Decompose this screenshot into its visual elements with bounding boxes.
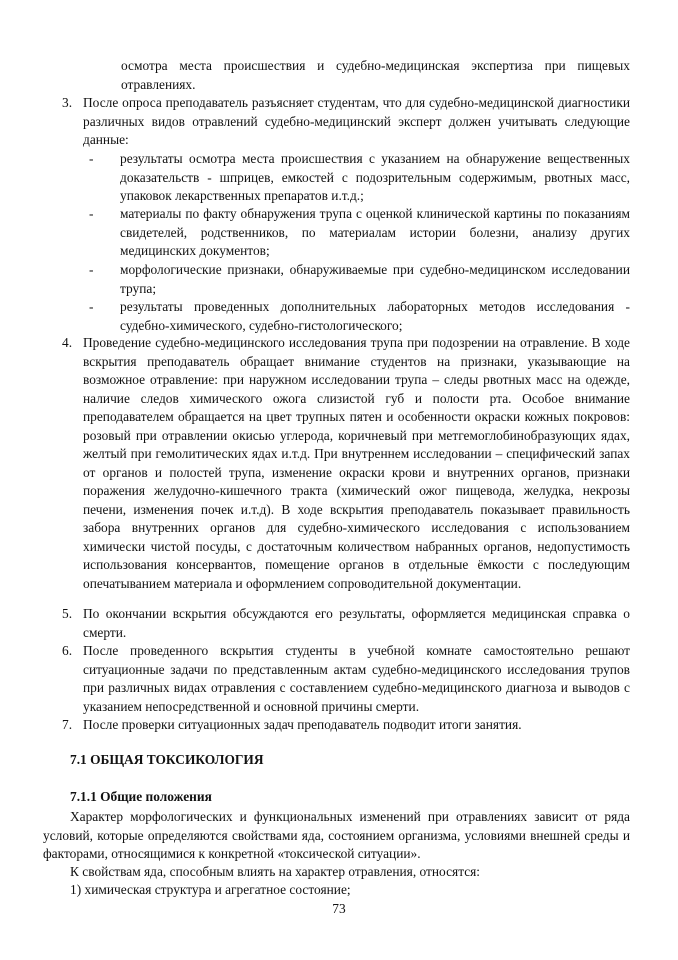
body-paragraph: Характер морфологических и функциональных изменений при отравлениях зависит от ряда условий, которые определяются свойствами яда, состоянием организма, условиями внешней среды и факторами, относящимися к конкретной «токсической ситуации».	[43, 809, 630, 861]
dash-item-text: материалы по факту обнаружения трупа с оценкой клинической картины по показаниям свидетелей, родственников, по материалам истории болезни, анализу других медицинских документов;	[120, 206, 630, 258]
dash-item	[89, 150, 630, 206]
list-item-continuation: осмотра места происшествия и судебно-медицинская экспертиза при пищевых отравлениях.	[121, 58, 630, 92]
dash-item-text: морфологические признаки, обнаруживаемые при судебно-медицинском исследовании трупа;	[120, 262, 630, 296]
dash-item	[89, 298, 630, 335]
list-item-text: После проверки ситуационных задач преподаватель подводит итоги занятия.	[83, 717, 522, 732]
list-item-6	[62, 642, 630, 716]
list-number: 7.	[62, 717, 73, 732]
page-number: 73	[332, 901, 346, 916]
list-item-4	[62, 334, 630, 593]
list-item-text: Проведение судебно-медицинского исследования трупа при подозрении на отравление. В ходе вскрытия преподаватель обращает внимание студентов на признаки, указывающие на возможное отравление: при наружном исследовании трупа – следы рвотных масс на одежде, наличие следов химического ожога слизистой губ и полости рта. Особое внимание преподавателем обращается на цвет трупных пятен и особенности окраски кожных покровов: розовый при отравлении окисью углерода, коричневый при метгемоглобинобразующих ядах, желтый при гемолитических ядах и.т.д. При внутреннем исследовании – специфический запах от органов и полостей трупа, изменение окраски крови и внутренних органов, признаки поражения желудочно-кишечного тракта (химический ожог пищевода, желудка, некрозы печени, изменения почек и.т.д). В ходе вскрытия преподаватель показывает правильность забора внутренних органов для судебно-химического исследования с использованием химически чистой посуды, с достаточным количеством набранных органов, недопустимость использования консервантов, помещение органов в отдельные ёмкости с последующим опечатыванием материала и оформлением сопроводительной документации.	[83, 335, 630, 591]
list-item-7	[62, 716, 630, 735]
dash-item-text: результаты проведенных дополнительных лабораторных методов исследования - судебно-химического, судебно-гистологического;	[120, 299, 630, 333]
dash-item	[89, 261, 630, 298]
section-heading: 7.1 ОБЩАЯ ТОКСИКОЛОГИЯ	[70, 752, 264, 767]
dash-bullet: -	[89, 262, 94, 277]
dash-bullet: -	[89, 299, 94, 314]
list-item-text: После опроса преподаватель разъясняет студентам, что для судебно-медицинской диагностики различных видов отравлений судебно-медицинский эксперт должен учитывать следующие данные:	[83, 95, 630, 147]
list-item-text: После проведенного вскрытия студенты в учебной комнате самостоятельно решают ситуационные задачи по представленным актам судебно-медицинского исследования трупов при различных видах отравления с составлением судебно-медицинского диагноза и выводов с указанием непосредственной и основной причины смерти.	[83, 643, 630, 714]
body-paragraph: 1) химическая структура и агрегатное состояние;	[70, 882, 351, 897]
list-number: 3.	[62, 95, 73, 110]
subsection-heading: 7.1.1 Общие положения	[70, 789, 212, 804]
list-number: 5.	[62, 606, 73, 621]
list-number: 4.	[62, 335, 73, 350]
list-item-text: По окончании вскрытия обсуждаются его результаты, оформляется медицинская справка о смерти.	[83, 606, 630, 640]
body-paragraph: К свойствам яда, способным влиять на характер отравления, относятся:	[70, 864, 481, 879]
dash-item	[89, 205, 630, 261]
list-item-3	[62, 94, 630, 150]
list-number: 6.	[62, 643, 73, 658]
dash-bullet: -	[89, 206, 94, 221]
dash-item-text: результаты осмотра места происшествия с указанием на обнаружение вещественных доказательств - шприцев, емкостей с подозрительным содержимым, рвотных масс, упаковок лекарственных препаратов и.т.д.;	[120, 151, 630, 203]
list-item-5	[62, 605, 630, 642]
dash-bullet: -	[89, 151, 94, 166]
